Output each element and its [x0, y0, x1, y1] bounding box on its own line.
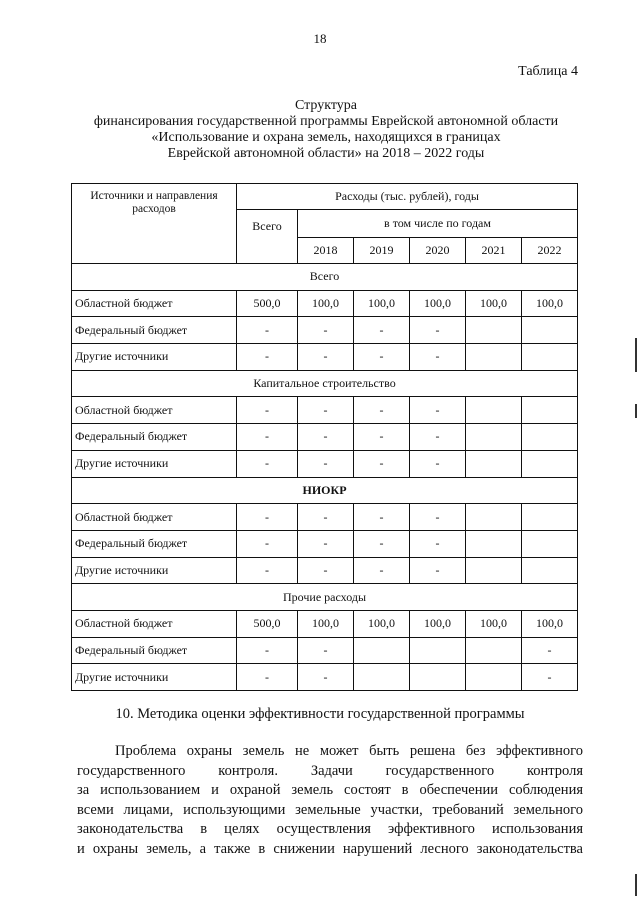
title-line: Структура	[294, 98, 358, 113]
table-cell: -	[237, 317, 298, 344]
row-source: Областной бюджет	[72, 397, 237, 424]
table-cell: -	[410, 397, 466, 424]
title-line: «Использование и охрана земель, находящихся в границах	[151, 130, 501, 145]
table-cell: 100,0	[522, 290, 578, 317]
table-cell: 100,0	[298, 610, 354, 637]
row-source: Другие источники	[72, 557, 237, 584]
table-cell: -	[410, 557, 466, 584]
table-row	[72, 664, 578, 691]
table-row	[72, 637, 578, 664]
table-cell: -	[410, 504, 466, 531]
section-title: НИОКР	[72, 477, 578, 504]
table-cell	[522, 504, 578, 531]
table-cell: -	[298, 664, 354, 691]
table-row	[72, 344, 578, 371]
section-title: Всего	[72, 264, 578, 291]
table-cell: -	[298, 424, 354, 451]
table-cell: -	[237, 397, 298, 424]
row-source: Федеральный бюджет	[72, 317, 237, 344]
paragraph-line: Проблема охраны земель не может быть решена без эффективного	[115, 743, 583, 759]
table-row	[72, 317, 578, 344]
table-cell	[354, 637, 410, 664]
header-year: 2021	[466, 238, 522, 264]
table-cell: -	[237, 424, 298, 451]
table-cell	[410, 664, 466, 691]
table-cell	[466, 344, 522, 371]
table-cell: -	[298, 530, 354, 557]
paragraph-line: за использованием и охраной земель состоят в обеспечении соблюдения	[77, 782, 583, 798]
table-cell: -	[354, 530, 410, 557]
section-row	[72, 584, 578, 611]
table-cell: -	[298, 397, 354, 424]
table-cell: -	[298, 317, 354, 344]
table-cell: 100,0	[298, 290, 354, 317]
table-cell	[466, 397, 522, 424]
title-line: финансирования государственной программы Еврейской автономной области	[93, 114, 559, 129]
header-year: 2022	[522, 238, 578, 264]
table-cell: -	[354, 450, 410, 477]
paragraph-line: и охраны земель, а также в снижении нарушений лесного законодательства	[77, 840, 583, 857]
table-cell: -	[237, 557, 298, 584]
table-cell	[410, 637, 466, 664]
table-row	[72, 504, 578, 531]
title-line: Еврейской автономной области» на 2018 – 2022 годы	[167, 146, 485, 161]
table-cell: -	[410, 344, 466, 371]
table-cell: 100,0	[410, 290, 466, 317]
table-cell: -	[237, 664, 298, 691]
table-cell: 500,0	[237, 290, 298, 317]
table-cell	[466, 664, 522, 691]
table-row	[72, 424, 578, 451]
table-cell: 500,0	[237, 610, 298, 637]
section-title: Прочие расходы	[72, 584, 578, 611]
table-cell	[466, 557, 522, 584]
row-source: Федеральный бюджет	[72, 424, 237, 451]
table-cell: -	[237, 344, 298, 371]
financing-table	[71, 183, 578, 691]
row-source: Областной бюджет	[72, 504, 237, 531]
table-cell	[466, 317, 522, 344]
row-source: Другие источники	[72, 450, 237, 477]
table-cell: -	[410, 424, 466, 451]
table-cell	[522, 450, 578, 477]
table-cell: -	[354, 317, 410, 344]
table-cell	[466, 504, 522, 531]
row-source: Федеральный бюджет	[72, 530, 237, 557]
scan-edge-mark	[635, 338, 637, 372]
scan-edge-mark	[635, 404, 637, 418]
table-cell: 100,0	[410, 610, 466, 637]
table-cell	[522, 530, 578, 557]
row-source: Федеральный бюджет	[72, 637, 237, 664]
header-year: 2018	[298, 238, 354, 264]
paragraph-line: всеми лицами, использующими земельные участки, требований земельного	[77, 801, 583, 818]
table-cell: -	[298, 637, 354, 664]
table-cell: 100,0	[522, 610, 578, 637]
table-cell: -	[354, 344, 410, 371]
paragraph-line: законодательства в целях осуществления эффективного использования	[77, 821, 583, 837]
section-heading: 10. Методика оценки эффективности государственной программы	[115, 706, 525, 722]
table-cell	[466, 530, 522, 557]
table-cell	[466, 424, 522, 451]
table-row	[72, 530, 578, 557]
table-cell	[522, 557, 578, 584]
header-year: 2020	[410, 238, 466, 264]
row-source: Областной бюджет	[72, 610, 237, 637]
header-expenses: Расходы (тыс. рублей), годы	[237, 184, 578, 210]
table-cell: 100,0	[354, 610, 410, 637]
table-cell: -	[237, 504, 298, 531]
table-title	[60, 98, 592, 162]
section-row	[72, 477, 578, 504]
table-row	[72, 610, 578, 637]
table-label: Таблица 4	[518, 64, 578, 79]
table-cell: -	[522, 637, 578, 664]
table-cell	[522, 317, 578, 344]
table-cell: -	[410, 450, 466, 477]
table-cell: -	[237, 637, 298, 664]
row-source: Другие источники	[72, 664, 237, 691]
section-row	[72, 264, 578, 291]
table-cell: -	[354, 557, 410, 584]
header-year: 2019	[354, 238, 410, 264]
table-cell: -	[298, 450, 354, 477]
page-number: 18	[313, 31, 327, 46]
paragraph-line: государственного контроля. Задачи государственного контроля	[77, 762, 583, 779]
header-by-years: в том числе по годам	[298, 210, 578, 238]
table-cell	[354, 664, 410, 691]
table-cell	[466, 637, 522, 664]
row-source: Областной бюджет	[72, 290, 237, 317]
table-cell: -	[410, 317, 466, 344]
table-cell: -	[298, 504, 354, 531]
table-cell: -	[354, 397, 410, 424]
table-cell: 100,0	[466, 610, 522, 637]
table-cell	[522, 424, 578, 451]
table-cell	[522, 344, 578, 371]
table-cell: -	[410, 530, 466, 557]
table-cell: -	[354, 424, 410, 451]
table-cell: 100,0	[354, 290, 410, 317]
table-row	[72, 397, 578, 424]
table-row	[72, 290, 578, 317]
table-cell: -	[298, 344, 354, 371]
table-cell: -	[298, 557, 354, 584]
table-cell: -	[354, 504, 410, 531]
table-row	[72, 450, 578, 477]
scan-edge-mark	[635, 874, 637, 896]
header-total: Всего	[237, 210, 298, 264]
table-cell: -	[237, 450, 298, 477]
row-source: Другие источники	[72, 344, 237, 371]
table-cell: -	[522, 664, 578, 691]
table-cell: 100,0	[466, 290, 522, 317]
table-cell	[522, 397, 578, 424]
table-cell: -	[237, 530, 298, 557]
header-source: Источники и направления расходов	[72, 184, 237, 264]
table-row	[72, 557, 578, 584]
section-row	[72, 370, 578, 397]
section-title: Капитальное строительство	[72, 370, 578, 397]
table-cell	[466, 450, 522, 477]
body-paragraph	[77, 742, 583, 859]
